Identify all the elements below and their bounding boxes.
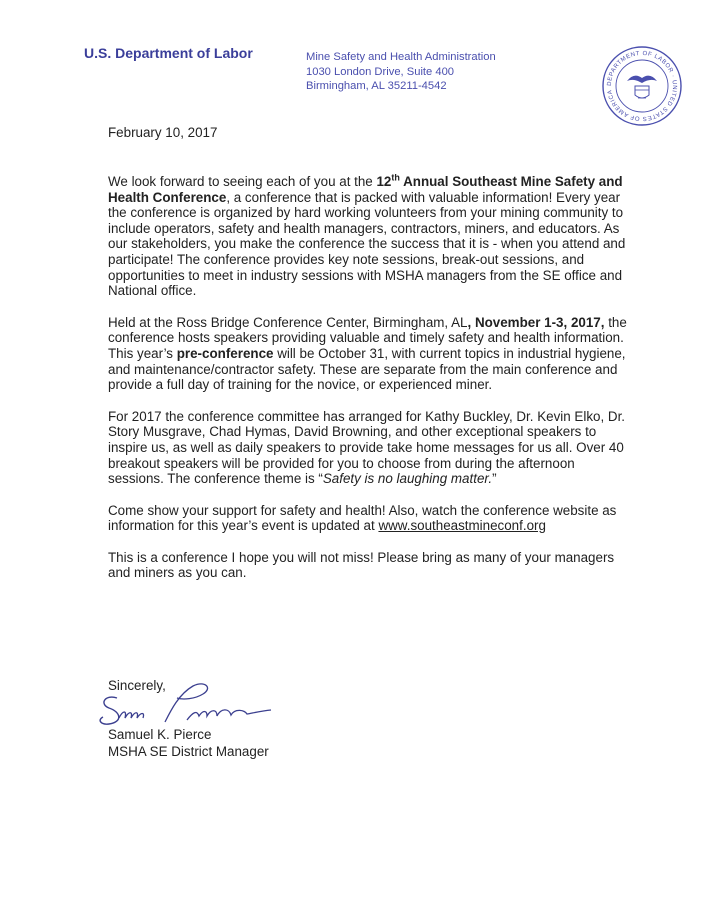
letter-date: February 10, 2017 [108, 125, 218, 140]
speakers-text: For 2017 the conference committee has arranged for Kathy Buckley, Dr. Kevin Elko, Dr. Story Musgrave, Chad Hymas, David Browning, and other exceptional speakers to inspire us, as well as daily speakers to provide take home messages for us all. Over 40 breakout speakers will be provided for you to choose from during the afternoon sessions. The conference theme is “ [108, 408, 626, 487]
conference-theme: Safety is no laughing matter. [322, 471, 493, 487]
signer-title: MSHA SE District Manager [108, 743, 269, 759]
agency-street: 1030 London Drive, Suite 400 [306, 65, 455, 78]
website-text: Come show your support for safety and health! Also, watch the conference website as information for this year’s event is updated at [108, 502, 617, 534]
paragraph-invite: This is a conference I hope you will not miss! Please bring as many of your managers and miners as you can. [108, 549, 615, 581]
venue-text-cont: the conference hosts speakers providing valuable and timely safety and health information. This year’s [108, 314, 627, 361]
paragraph-speakers: For 2017 the conference committee has arranged for Kathy Buckley, Dr. Kevin Elko, Dr. Story Musgrave, Chad Hymas, David Browning, and other exceptional speakers to inspire us, as well as daily speakers to provide take home messages for us all. Over 40 breakout speakers will be provided for you to choose from during the afternoon sessions. The conference theme is “Safety is no laughing matter.” [108, 408, 626, 487]
signer-block [108, 727, 269, 761]
intro-text-cont: , a conference that is packed with valuable information! Every year the conference is organized by hard working volunteers from your mining community to include operators, safety and health managers, contractors, miners, and educators. As our stakeholders, you make the conference the success that it is - when you attend and participate! The conference provides key note sessions, break-out sessions, and opportunities to meet in industry sessions with MSHA managers from the SE office and National office. [108, 189, 626, 299]
conference-dates: , November 1-3, 2017, [467, 314, 605, 330]
intro-text: We look forward to seeing each of you at the [108, 174, 377, 189]
closing: Sincerely, [108, 678, 166, 693]
paragraph-website [108, 503, 628, 534]
agency-name: Mine Safety and Health Administration [306, 51, 496, 63]
venue-text-end: will be October 31, with current topics in industrial hygiene, and maintenance/contractor safety. These are separate from the main conference and provide a full day of training for the novice, or experienced miner. [108, 345, 626, 393]
letter-body [108, 174, 628, 597]
conference-name: 12th Annual Southeast Mine Safety and Health Conference [108, 172, 623, 205]
dol-seal-icon [601, 45, 683, 127]
handwritten-signature [95, 680, 275, 732]
paragraph-intro [108, 174, 628, 299]
pre-conference-label: pre-conference [176, 345, 274, 361]
signer-name: Samuel K. Pierce [108, 727, 212, 742]
agency-address [306, 50, 496, 94]
conference-website-link[interactable]: www.southeastmineconf.org [378, 518, 546, 534]
venue-text: Held at the Ross Bridge Conference Center, Birmingham, AL [108, 314, 468, 330]
seal-text: DEPARTMENT OF LABOR · UNITED STATES OF AMERICA [606, 50, 678, 122]
department-name: U.S. Department of Labor [84, 45, 253, 61]
paragraph-venue [108, 315, 628, 393]
agency-city: Birmingham, AL 35211-4542 [306, 80, 447, 92]
